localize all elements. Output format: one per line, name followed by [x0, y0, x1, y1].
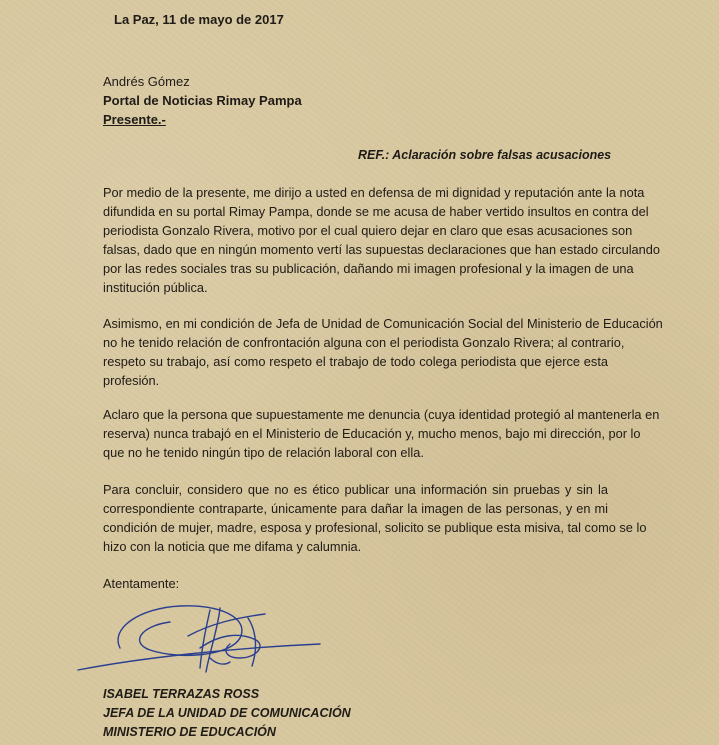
- paragraph-line: institución pública.: [103, 280, 208, 295]
- paragraph-line: profesión.: [103, 373, 160, 388]
- paragraph-line: por las redes sociales tras su publicación, dañando mi imagen profesional y la imagen de una: [103, 261, 634, 276]
- paragraph-line: Asimismo, en mi condición de Jefa de Unidad de Comunicación Social del Ministerio de Educación: [103, 316, 663, 331]
- paragraph-line: Para concluir, considero que no es ético publicar una información sin pruebas y sin la: [103, 482, 608, 497]
- paragraph-line: que no he tenido ningún tipo de relación laboral con ella.: [103, 445, 424, 460]
- paragraph-line: no he tenido relación de confrontación alguna con el periodista Gonzalo Rivera; al contrario,: [103, 335, 625, 350]
- paragraph-line: respeto su trabajo, así como respeto el trabajo de todo colega periodista que ejerce esta: [103, 354, 608, 369]
- recipient-block: [103, 72, 302, 129]
- reference-line: REF.: Aclaración sobre falsas acusaciones: [358, 148, 612, 162]
- recipient-organization: Portal de Noticias Rimay Pampa: [103, 93, 302, 108]
- signatory-institution: MINISTERIO DE EDUCACIÓN: [103, 725, 276, 739]
- signatory-name: ISABEL TERRAZAS ROSS: [103, 687, 260, 701]
- signatory-title: JEFA DE LA UNIDAD DE COMUNICACIÓN: [103, 706, 351, 720]
- body-paragraph-1: [103, 183, 661, 297]
- paragraph-line: difundida en su portal Rimay Pampa, donde se me acusa de haber vertido insultos en contra del: [103, 204, 649, 219]
- recipient-salutation: Presente.-: [103, 112, 166, 127]
- paragraph-line: reserva) nunca trabajó en el Ministerio de Educación y, mucho menos, bajo mi dirección, por lo: [103, 426, 641, 441]
- paragraph-line: Aclaro que la persona que supuestamente me denuncia (cuya identidad protegió al mantenerla en: [103, 407, 660, 422]
- handwritten-signature: [60, 588, 360, 688]
- paragraph-line: falsas, dado que en ningún momento vertí las supuestas declaraciones que han estado circulando: [103, 242, 661, 257]
- body-paragraph-2: [103, 314, 663, 390]
- paragraph-line: hizo con la noticia que me difama y calumnia.: [103, 539, 362, 554]
- body-paragraph-3: [103, 405, 660, 462]
- paragraph-line: Por medio de la presente, me dirijo a usted en defensa de mi dignidad y reputación ante la nota: [103, 185, 645, 200]
- signature-block: [103, 685, 351, 742]
- paragraph-line: correspondiente contraparte, únicamente para dañar la imagen de las personas, y en mi: [103, 501, 608, 516]
- recipient-name: Andrés Gómez: [103, 74, 190, 89]
- paragraph-line: periodista Gonzalo Rivera, motivo por el cual quiero dejar en claro que esas acusaciones son: [103, 223, 633, 238]
- letter-date: La Paz, 11 de mayo de 2017: [114, 12, 284, 27]
- body-paragraph-4: [103, 480, 647, 556]
- closing-phrase: Atentamente:: [103, 576, 180, 591]
- paragraph-line: condición de mujer, madre, esposa y profesional, solicito se publique esta misiva, tal como se lo: [103, 520, 647, 535]
